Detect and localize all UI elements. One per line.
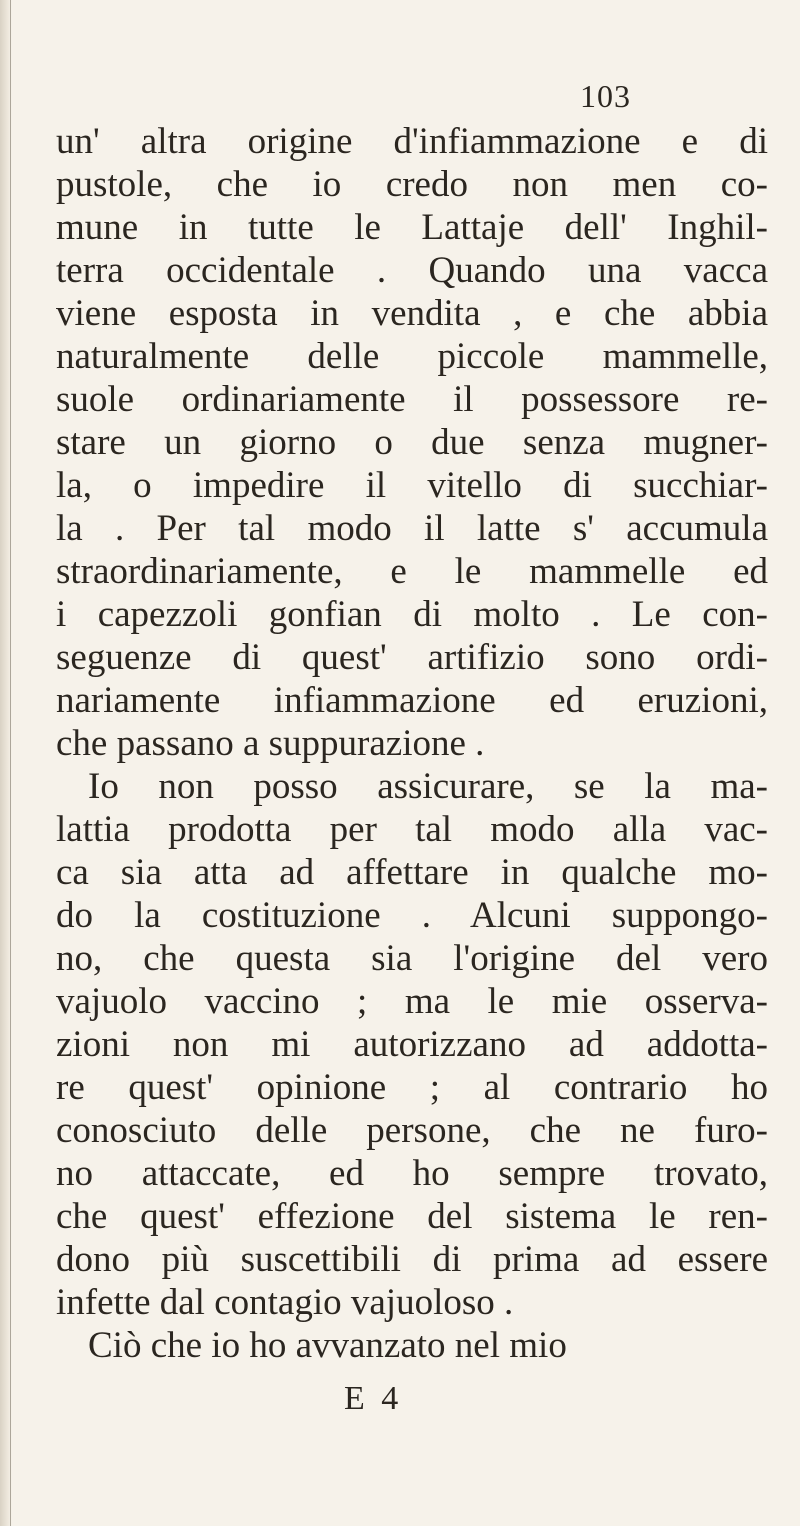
text-line-paragraph-end: che passano a suppurazione . — [56, 723, 485, 764]
text-line: zioni non mi autorizzano ad addotta- — [56, 1024, 768, 1065]
text-line: suole ordinariamente il possessore re- — [56, 379, 768, 420]
text-line: mune in tutte le Lattaje dell' Inghil- — [56, 207, 768, 248]
text-line: ca sia atta ad affettare in qualche mo- — [56, 852, 768, 893]
text-line: terra occidentale . Quando una vacca — [56, 250, 768, 291]
text-line: conosciuto delle persone, che ne furo- — [56, 1110, 768, 1151]
text-line: la, o impedire il vitello di succhiar- — [56, 465, 768, 506]
text-line: re quest' opinione ; al contrario ho — [56, 1067, 768, 1108]
text-line: seguenze di quest' artifizio sono ordi- — [56, 637, 768, 678]
text-line: pustole, che io credo non men co- — [56, 164, 768, 205]
page-edge-line — [10, 0, 11, 1526]
text-line: nariamente infiammazione ed eruzioni, — [56, 680, 768, 721]
text-line: do la costituzione . Alcuni suppongo- — [56, 895, 768, 936]
text-line: no, che questa sia l'origine del vero — [56, 938, 768, 979]
text-line: viene esposta in vendita , e che abbia — [56, 293, 768, 334]
text-line: lattia prodotta per tal modo alla vac- — [56, 809, 768, 850]
text-line-paragraph-start: Ciò che io ho avvanzato nel mio — [88, 1325, 567, 1366]
text-line: un' altra origine d'infiammazione e di — [56, 121, 768, 162]
text-line-paragraph-start: Io non posso assicurare, se la ma- — [88, 766, 768, 807]
text-line: straordinariamente, e le mammelle ed — [56, 551, 768, 592]
text-line: stare un giorno o due senza mugner- — [56, 422, 768, 463]
body-text — [56, 120, 768, 1367]
text-line: la . Per tal modo il latte s' accumula — [56, 508, 768, 549]
page-number: 103 — [580, 78, 631, 114]
text-line: dono più suscettibili di prima ad essere — [56, 1239, 768, 1280]
text-line-paragraph-end: infette dal contagio vajuoloso . — [56, 1282, 514, 1323]
text-line: no attaccate, ed ho sempre trovato, — [56, 1153, 768, 1194]
text-line: naturalmente delle piccole mammelle, — [56, 336, 768, 377]
text-line: i capezzoli gonfian di molto . Le con- — [56, 594, 768, 635]
text-line: che quest' effezione del sistema le ren- — [56, 1196, 768, 1237]
text-line: vajuolo vaccino ; ma le mie osserva- — [56, 981, 768, 1022]
signature-mark: E 4 — [344, 1380, 403, 1417]
